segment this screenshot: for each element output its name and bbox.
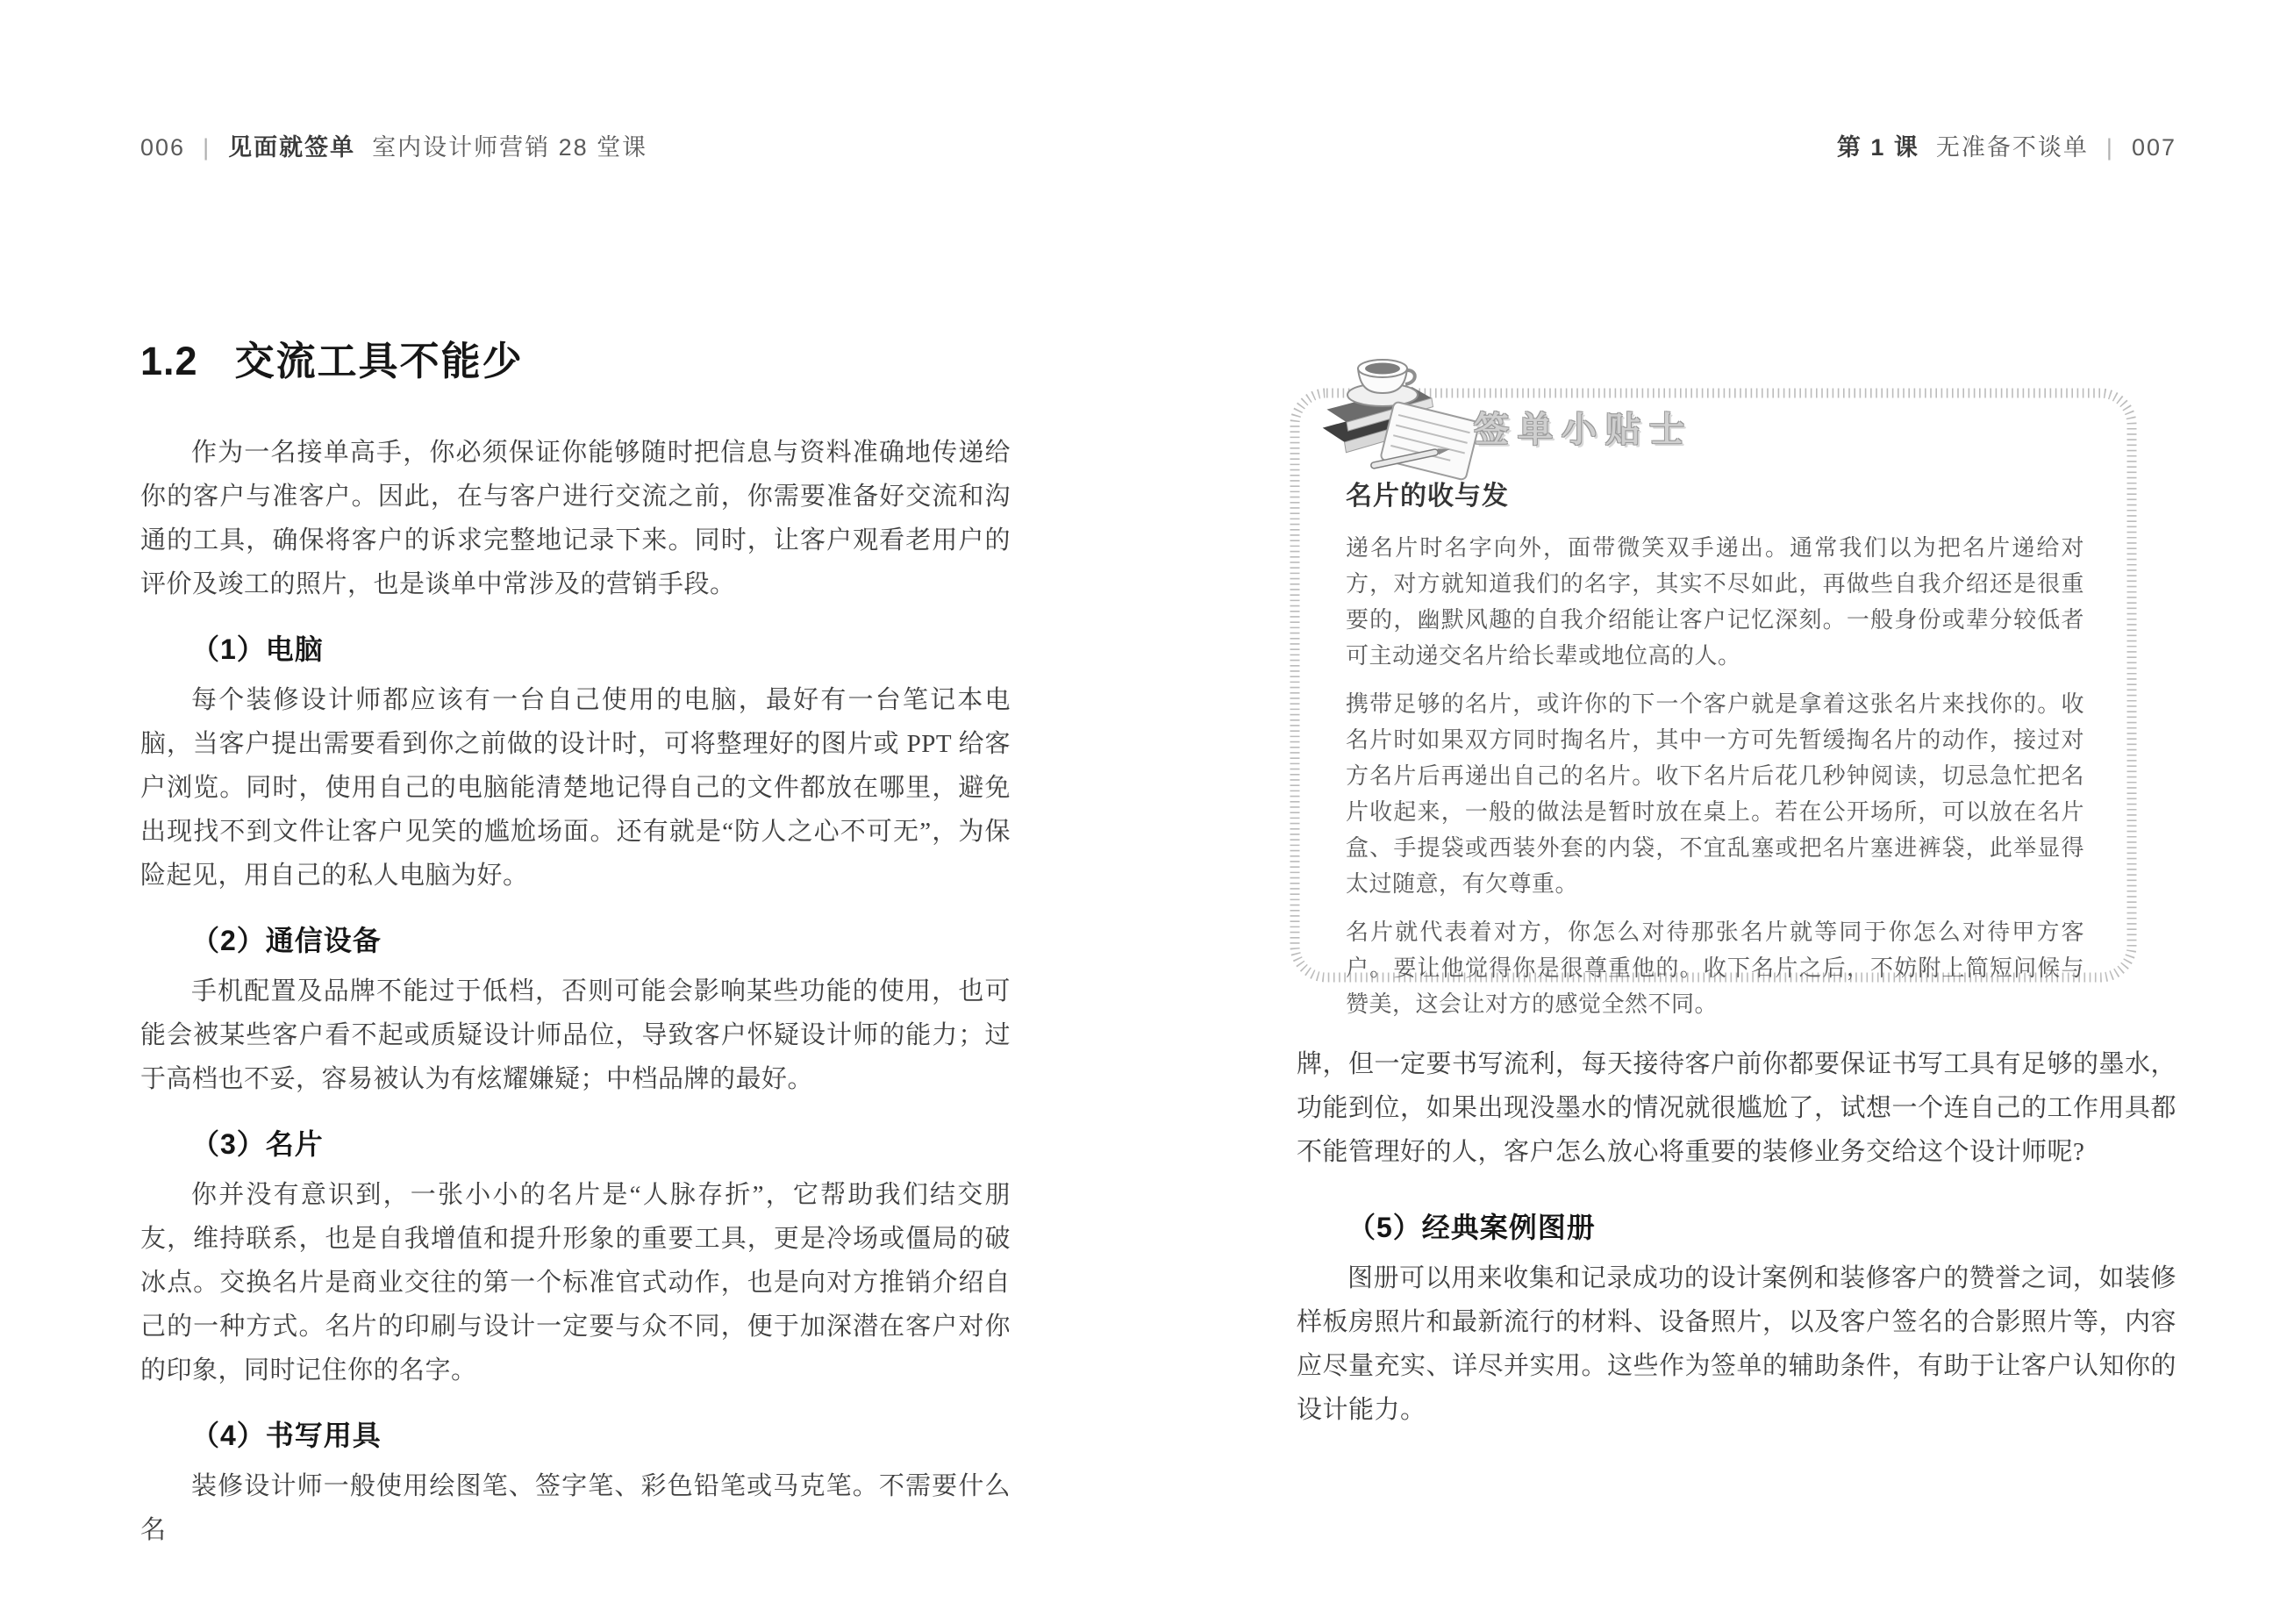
left-page-header [140,128,647,162]
tip-paragraph: 携带足够的名片，或许你的下一个客户就是拿着这张名片来找你的。收名片时如果双方同时掏名片，其中一方可先暂缓掏名片的动作，接过对方名片后再递出自己的名片。收下名片后花几秒钟阅读，切忌急忙把名片收起来，一般的做法是暂时放在桌上。若在公开场所，可以放在名片盒、手提袋或西装外套的内袋，不宜乱塞或把名片塞进裤袋，此举显得太过随意，有欠尊重。 [1346,690,2084,897]
books-coffee-notepad-icon [1305,335,1485,489]
item-heading-communication-device: （2）通信设备 [191,925,382,956]
item-heading-computer: （1）电脑 [191,633,324,665]
book-subtitle: 室内设计师营销 28 堂课 [372,134,648,161]
continuation-paragraph: 牌，但一定要书写流利，每天接待客户前你都要保证书写工具有足够的墨水，功能到位，如果出现没墨水的情况就很尴尬了，试想一个连自己的工作用具都不能管理好的人，客户怎么放心将重要的装修业务交给这个设计师呢? [1297,1050,2177,1166]
tip-box-badge: 签单小贴士 [1474,411,1693,449]
chapter-title: 无准备不谈单 [1935,134,2089,161]
tip-box-content [1346,474,2084,1022]
item-body-communication-device: 手机配置及品牌不能过于低档，否则可能会影响某些功能的使用，也可能会被某些客户看不起或质疑设计师品位，导致客户怀疑设计师的能力；过于高档也不妥，容易被认为有炫耀嫌疑；中档品牌的最好。 [140,977,1011,1093]
intro-paragraph: 作为一名接单高手，你必须保证你能够随时把信息与资料准确地传递给你的客户与准客户。因此，在与客户进行交流之前，你需要准备好交流和沟通的工具，确保将客户的诉求完整地记录下来。同时，让客户观看老用户的评价及竣工的照片，也是谈单中常涉及的营销手段。 [140,439,1011,598]
tip-paragraph: 名片就代表着对方，你怎么对待那张名片就等同于你怎么对待甲方客户。要让他觉得你是很尊重他的。收下名片之后，不妨附上简短问候与赞美，这会让对方的感觉全然不同。 [1346,919,2084,1017]
tip-box-heading: 名片的收与发 [1346,482,1509,511]
item-body-case-album: 图册可以用来收集和记录成功的设计案例和装修客户的赞誉之词，如装修样板房照片和最新流行的材料、设备照片，以及客户签名的合影照片等，内容应尽量充实、详尽并实用。这些作为签单的辅助条件，有助于让客户认知你的设计能力。 [1297,1264,2177,1424]
item-body-business-card: 你并没有意识到，一张小小的名片是“人脉存折”，它帮助我们结交朋友，维持联系，也是自我增值和提升形象的重要工具，更是冷场或僵局的破冰点。交换名片是商业交往的第一个标准官式动作，也是向对方推销介绍自己的一种方式。名片的印刷与设计一定要与众不同，便于加深潜在客户对你的印象，同时记住你的名字。 [140,1181,1011,1384]
left-page-number: 006 [140,134,186,161]
item-body-writing-tools: 装修设计师一般使用绘图笔、签字笔、彩色铅笔或马克笔。不需要什么名 [140,1472,1011,1544]
item-heading-business-card: （3）名片 [191,1128,324,1160]
header-separator: | [2105,134,2114,161]
header-separator: | [203,134,211,161]
tip-paragraph: 递名片时名字向外，面带微笑双手递出。通常我们以为把名片递给对方，对方就知道我们的名字，其实不尽如此，再做些自我介绍还是很重要的，幽默风趣的自我介绍能让客户记忆深刻。一般身份或辈分较低者可主动递交名片给长辈或地位高的人。 [1346,534,2084,669]
item-body-computer: 每个装修设计师都应该有一台自己使用的电脑，最好有一台笔记本电脑，当客户提出需要看到你之前做的设计时，可将整理好的图片或 PPT 给客户浏览。同时，使用自己的电脑能清楚地记得自己的文件都放在哪里，避免出现找不到文件让客户见笑的尴尬场面。还有就是“防人之心不可无”，为保险起见，用自己的私人电脑为好。 [140,686,1011,890]
section-name: 交流工具不能少 [234,339,524,383]
right-page-column [1297,1042,2176,1432]
book-title: 见面就签单 [228,134,356,161]
left-page-column [140,336,1011,1552]
item-heading-writing-tools: （4）书写用具 [191,1420,382,1451]
tip-box [1288,386,2139,1017]
chapter-label: 第 1 课 [1836,134,1919,161]
item-heading-case-album: （5）经典案例图册 [1347,1212,1596,1243]
section-number: 1.2 [140,339,198,383]
section-title [140,336,1011,387]
right-page-number: 007 [2131,134,2176,161]
right-page-header [1297,128,2176,162]
